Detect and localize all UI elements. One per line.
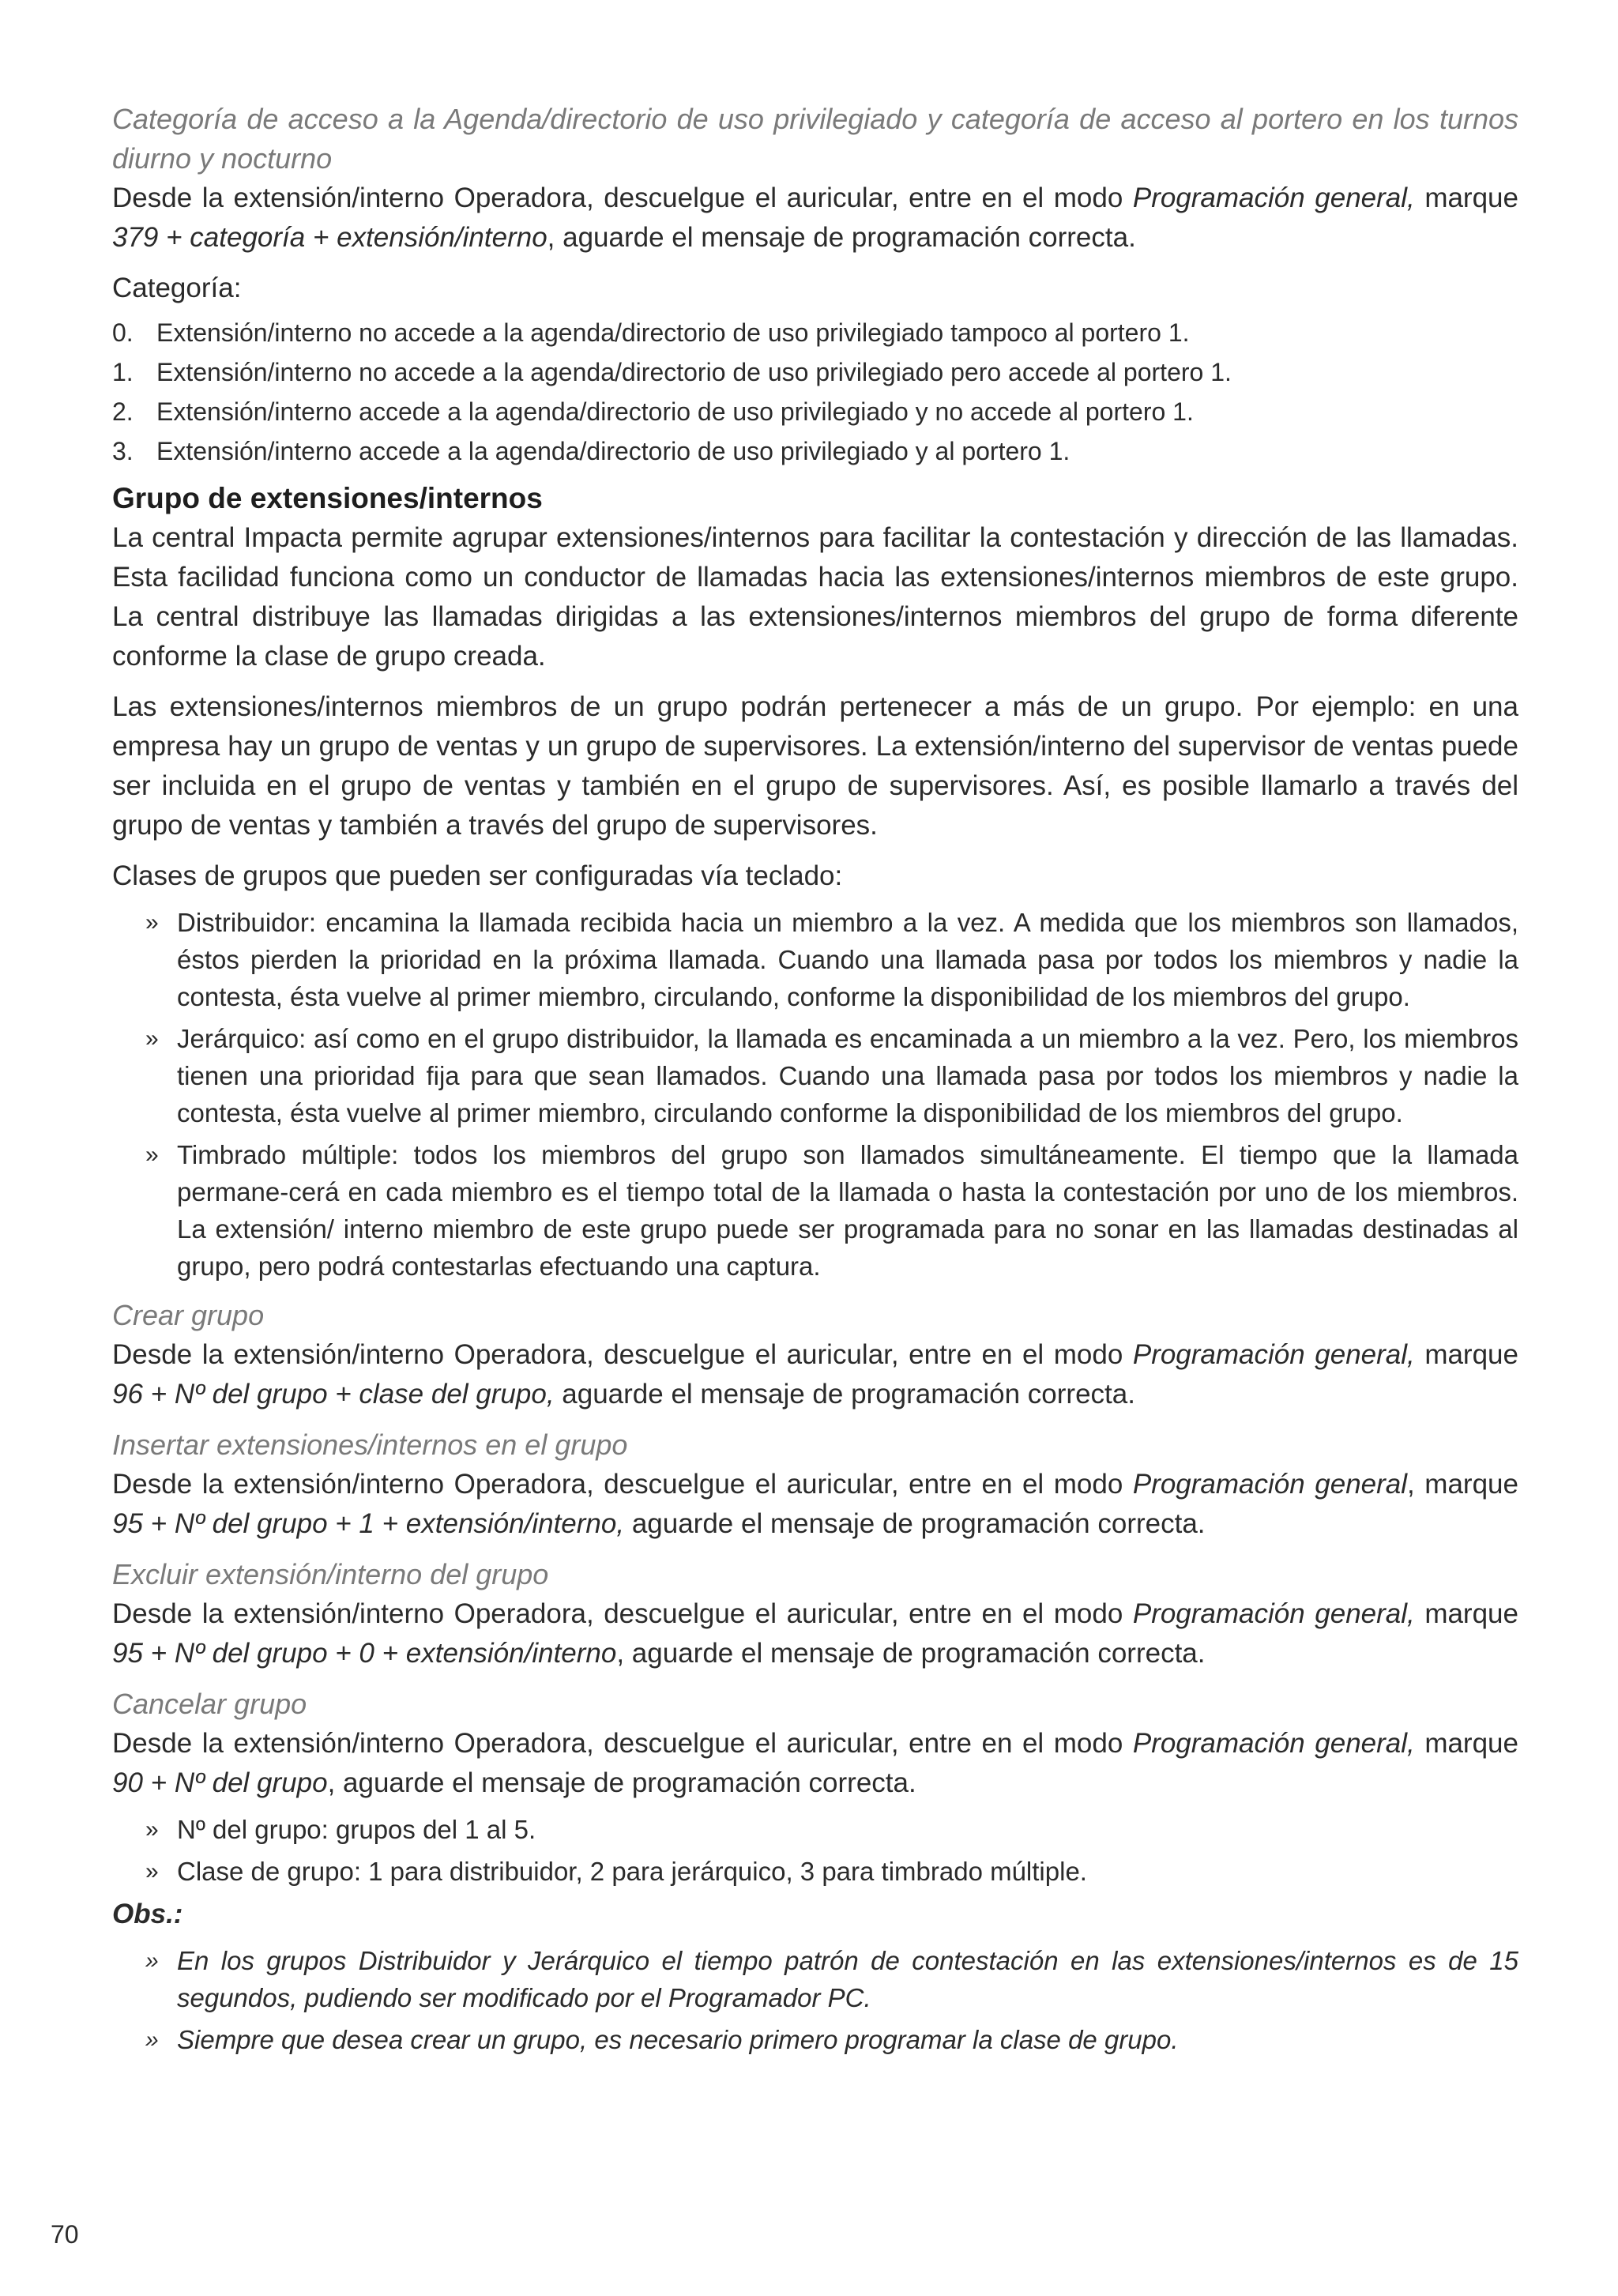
paragraph-grupo-intro: La central Impacta permite agrupar extensiones/internos para facilitar la contestación y dirección de las llamadas. Esta facilidad funciona como un conductor de llamadas hacia las extensiones/internos miembros de este grupo. La central distribuye las llamadas dirigidas a las extensiones/internos miembros del grupo de forma diferente conforme la clase de grupo creada. bbox=[112, 522, 1518, 672]
list-item: » Clase de grupo: 1 para distribuidor, 2 para jerárquico, 3 para timbrado múltiple. bbox=[145, 1857, 1087, 1886]
page-content bbox=[112, 100, 1518, 2063]
list-item: 0. Extensión/interno no accede a la agenda/directorio de uso privilegiado tampoco al portero 1. bbox=[112, 318, 1190, 347]
categoria-label: Categoría: bbox=[112, 273, 242, 303]
paragraph-excluir: Desde la extensión/interno Operadora, descuelgue el auricular, entre en el modo Programación general, marque 95 + Nº del grupo + 0 + extensión/interno, aguarde el mensaje de programación correcta. bbox=[112, 1598, 1518, 1669]
list-item: » Timbrado múltiple: todos los miembros del grupo son llamados simultáneamente. El tiempo que la llamada permane-cerá en cada miembro es el tiempo total de la llamada o hasta la contestación por uno de los miembros. La extensión/ interno miembro de este grupo puede ser programada para no sonar en las llamadas destinadas al grupo, pero podrá contestarlas efectuando una captura. bbox=[145, 1140, 1518, 1281]
list-item: » Distribuidor: encamina la llamada recibida hacia un miembro a la vez. A medida que los miembros son llamados, éstos pierden la prioridad en la próxima llamada. Cuando una llamada pasa por todos los miembros y nadie la contesta, ésta vuelve al primer miembro, circulando, conforme la disponibilidad de los miembros del grupo. bbox=[145, 908, 1518, 1011]
subsection-title-cancelar: Cancelar grupo bbox=[112, 1688, 307, 1720]
paragraph-grupo-miembros: Las extensiones/internos miembros de un grupo podrán pertenecer a más de un grupo. Por ejemplo: en una empresa hay un grupo de ventas y un grupo de supervisores. La extensión/interno del supervisor de ventas puede ser incluida en el grupo de ventas y también en el grupo de supervisores. Así, es posible llamarlo a través del grupo de ventas y también a través del grupo de supervisores. bbox=[112, 691, 1518, 841]
paragraph-categoria-instrucciones: Desde la extensión/interno Operadora, descuelgue el auricular, entre en el modo Programación general, marque 379 + categoría + extensión/interno, aguarde el mensaje de programación correcta. bbox=[112, 183, 1518, 253]
obs-list bbox=[112, 1942, 1518, 2058]
paragraph-insertar: Desde la extensión/interno Operadora, descuelgue el auricular, entre en el modo Programación general, marque 95 + Nº del grupo + 1 + extensión/interno, aguarde el mensaje de programación correcta. bbox=[112, 1469, 1518, 1539]
list-item: 1. Extensión/interno no accede a la agenda/directorio de uso privilegiado pero accede al portero 1. bbox=[112, 358, 1232, 386]
subsection-title-excluir: Excluir extensión/interno del grupo bbox=[112, 1558, 549, 1590]
list-item: 2. Extensión/interno accede a la agenda/directorio de uso privilegiado y no accede al portero 1. bbox=[112, 397, 1194, 426]
paragraph-crear-grupo: Desde la extensión/interno Operadora, descuelgue el auricular, entre en el modo Programación general, marque 96 + Nº del grupo + clase del grupo, aguarde el mensaje de programación correcta. bbox=[112, 1339, 1518, 1410]
page-number: 70 bbox=[51, 2220, 79, 2249]
list-item: » Nº del grupo: grupos del 1 al 5. bbox=[145, 1815, 536, 1844]
cancelar-notes-list bbox=[112, 1811, 1518, 1890]
list-item: » Siempre que desea crear un grupo, es necesario primero programar la clase de grupo. bbox=[145, 2025, 1179, 2054]
paragraph-clases-intro: Clases de grupos que pueden ser configuradas vía teclado: bbox=[112, 860, 843, 891]
clases-list bbox=[112, 904, 1518, 1285]
categoria-list bbox=[112, 313, 1518, 471]
list-item: » En los grupos Distribuidor y Jerárquico el tiempo patrón de contestación en las extensiones/internos es de 15 segundos, pudiendo ser modificado por el Programador PC. bbox=[145, 1946, 1518, 2012]
obs-label: Obs.: bbox=[112, 1899, 183, 1929]
subsection-title-insertar: Insertar extensiones/internos en el grupo bbox=[112, 1428, 628, 1461]
subsection-title-crear-grupo: Crear grupo bbox=[112, 1299, 265, 1331]
section-title-categoria-acceso: Categoría de acceso a la Agenda/directorio de uso privilegiado y categoría de acceso al portero en los turnos diurno y nocturno bbox=[112, 103, 1518, 175]
paragraph-cancelar: Desde la extensión/interno Operadora, descuelgue el auricular, entre en el modo Programación general, marque 90 + Nº del grupo, aguarde el mensaje de programación correcta. bbox=[112, 1728, 1518, 1798]
section-heading-grupo-extensiones: Grupo de extensiones/internos bbox=[112, 482, 543, 514]
list-item: » Jerárquico: así como en el grupo distribuidor, la llamada es encaminada a un miembro a la vez. Pero, los miembros tienen una prioridad fija para que sean llamados. Cuando una llamada pasa por todos los miembros y nadie la contesta, ésta vuelve al primer miembro, circulando conforme la disponibilidad de los miembros del grupo. bbox=[145, 1024, 1518, 1127]
list-item: 3. Extensión/interno accede a la agenda/directorio de uso privilegiado y al portero 1. bbox=[112, 437, 1071, 465]
